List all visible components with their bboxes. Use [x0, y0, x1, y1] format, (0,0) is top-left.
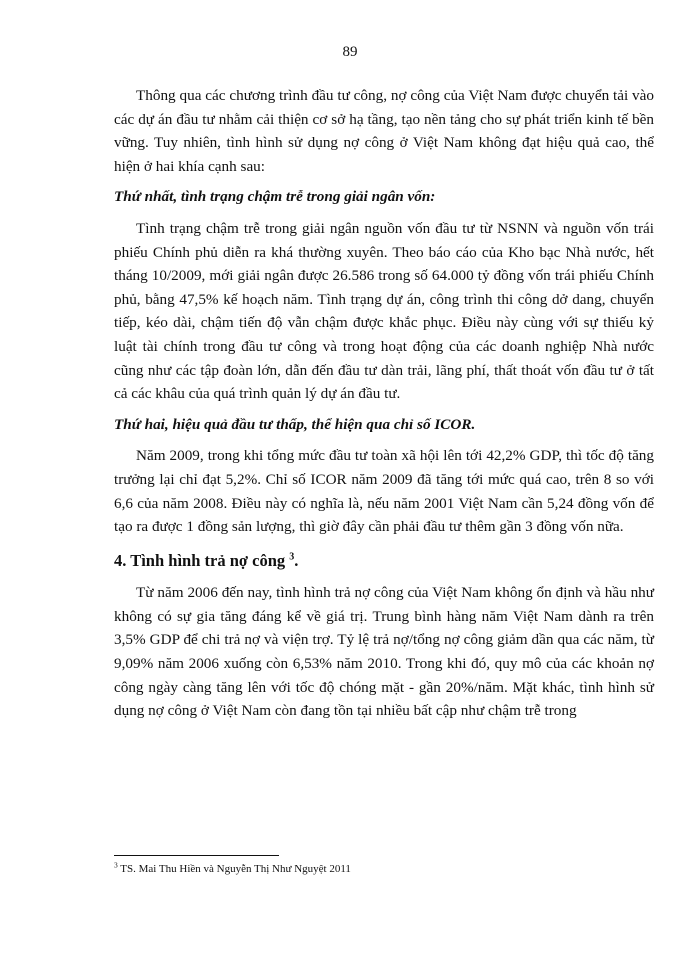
- second-aspect-heading: Thứ hai, hiệu quả đầu tư thấp, thể hiện qua chỉ số ICOR.: [114, 415, 476, 433]
- section-4-paragraph: Từ năm 2006 đến nay, tình hình trả nợ công của Việt Nam không ổn định và hầu như không có sự gia tăng đáng kể về giá trị. Trung bình hàng năm Việt Nam dành ra trên 3,5% GDP để chi trả nợ và viện trợ. Tỷ lệ trả nợ/tổng nợ công giảm dần qua các năm, từ 9,09% năm 2006 xuống còn 6,53% năm 2010. Trong khi đó, quy mô của các khoản nợ công ngày càng tăng lên với tốc độ chóng mặt - gần 20%/năm. Mặt khác, tình hình sử dụng nợ công ở Việt Nam còn đang tồn tại nhiều bất cập như chậm trễ trong: [114, 584, 654, 720]
- footnote-reference: 3: [289, 551, 295, 563]
- document-body: [114, 84, 654, 723]
- second-aspect-paragraph: Năm 2009, trong khi tổng mức đầu tư toàn xã hội lên tới 42,2% GDP, thì tốc độ tăng trưởng lại chỉ đạt 5,2%. Chỉ số ICOR năm 2009 đã tăng tới mức quá cao, trên 8 so với 6,6 của năm 2008. Điều này có nghĩa là, nếu năm 2001 Việt Nam cần 5,24 đồng vốn để tạo ra được 1 đồng sản lượng, thì giờ đây cần phải đầu tư thêm gần 3 đồng vốn nữa.: [114, 447, 654, 536]
- footnote: [114, 862, 351, 876]
- section-4-heading-period: .: [294, 550, 299, 570]
- first-aspect-heading: Thứ nhất, tình trạng chậm trễ trong giải ngân vốn:: [114, 188, 436, 206]
- first-aspect-paragraph: Tình trạng chậm trễ trong giải ngân nguồn vốn đầu tư từ NSNN và nguồn vốn trái phiếu Chính phủ diễn ra khá thường xuyên. Theo báo cáo của Kho bạc Nhà nước, hết tháng 10/2009, mới giải ngân được 26.586 trong số 64.000 tỷ đồng vốn trái phiếu Chính phủ, bằng 47,5% kế hoạch năm. Tình trạng dự án, công trình thi công dở dang, chuyển tiếp, kéo dài, chậm tiến độ vẫn chậm được khắc phục. Điều này cùng với sự thiếu kỷ luật tài chính trong đầu tư công và trong hoạt động của các doanh nghiệp Nhà nước cũng như các tập đoàn lớn, dẫn đến đầu tư dàn trải, lãng phí, thất thoát vốn đầu tư ở tất cả các khâu của quá trình quản lý dự án đầu tư.: [114, 219, 654, 403]
- footnote-text: TS. Mai Thu Hiền và Nguyễn Thị Như Nguyệt 2011: [117, 863, 351, 875]
- footnote-marker: 3: [114, 860, 118, 870]
- section-4-heading-text: 4. Tình hình trả nợ công: [114, 550, 286, 570]
- page-number: 89: [342, 44, 358, 60]
- intro-paragraph: Thông qua các chương trình đầu tư công, nợ công của Việt Nam được chuyển tải vào các dự án đầu tư nhằm cải thiện cơ sở hạ tầng, tạo nền tảng cho sự phát triển kinh tế bền vững. Tuy nhiên, tình hình sử dụng nợ công ở Việt Nam không đạt hiệu quả cao, thể hiện ở hai khía cạnh sau:: [114, 87, 654, 175]
- footnote-divider: [114, 855, 279, 856]
- section-4-heading: [114, 549, 654, 573]
